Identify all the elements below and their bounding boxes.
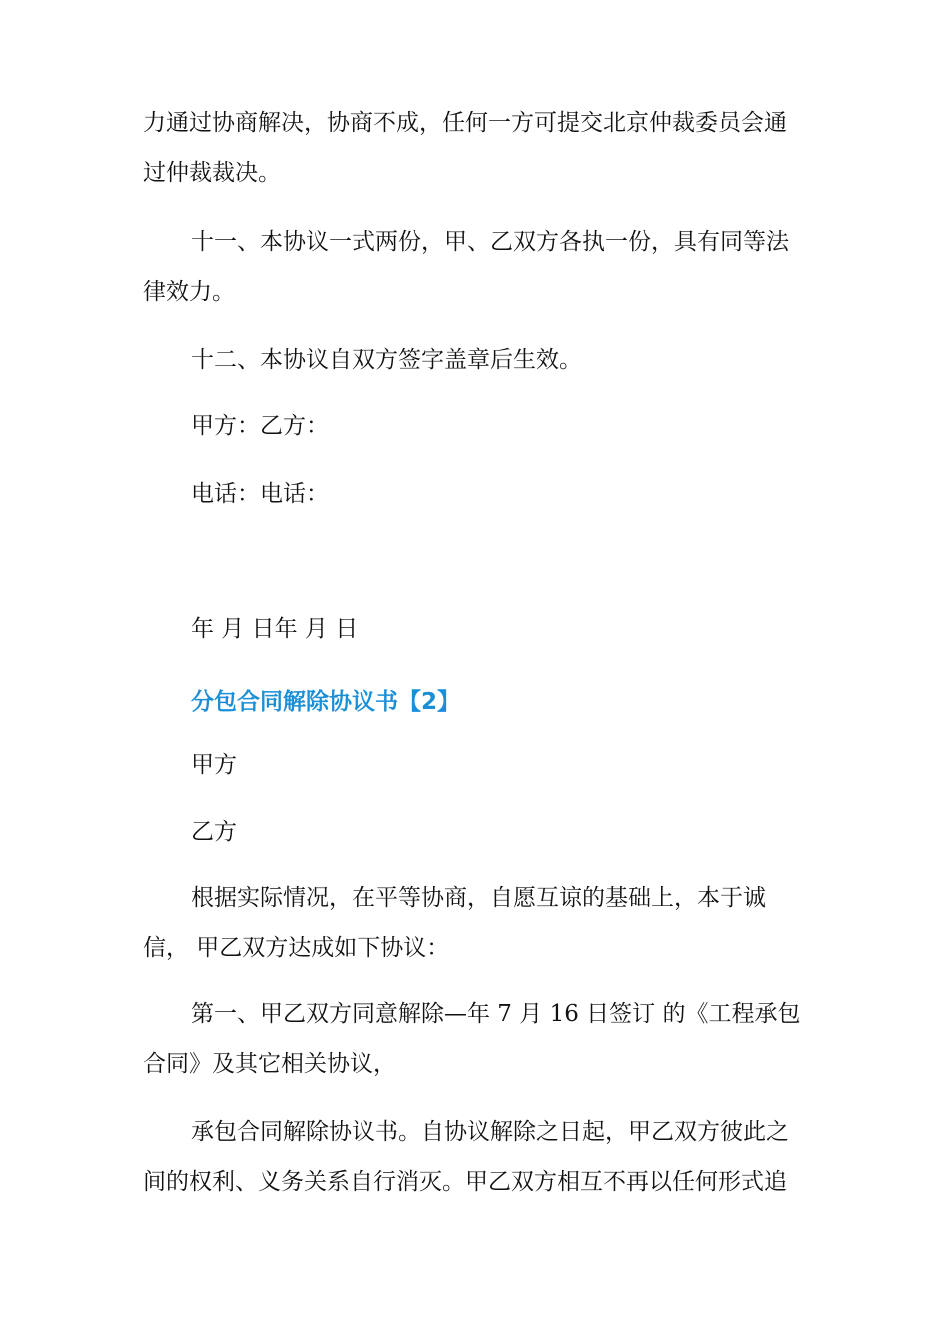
section-title: 分包合同解除协议书【2】 (191, 689, 461, 715)
paragraph-line: 承包合同解除协议书。自协议解除之日起，甲乙双方彼此之 (191, 1119, 789, 1145)
party-a-label: 甲方 (191, 752, 237, 778)
clause-twelve-line: 十二、本协议自双方签字盖章后生效。 (191, 347, 582, 373)
paragraph-line: 合同》及其它相关协议， (143, 1051, 396, 1077)
paragraph-line: 信， 甲乙双方达成如下协议： (143, 935, 450, 961)
clause-eleven-line: 十一、本协议一式两份，甲、乙双方各执一份，具有同等法 (191, 229, 789, 255)
paragraph-line: 第一、甲乙双方同意解除—年 7 月 16 日签订 的《工程承包 (191, 1001, 801, 1027)
party-signature-line: 甲方：乙方： (191, 413, 329, 439)
paragraph-line: 根据实际情况，在平等协商，自愿互谅的基础上，本于诚 (191, 885, 766, 911)
phone-line: 电话：电话： (191, 481, 329, 507)
clause-eleven-line: 律效力。 (143, 279, 235, 305)
paragraph-line: 力通过协商解决，协商不成，任何一方可提交北京仲裁委员会通 (143, 110, 787, 136)
paragraph-line: 间的权利、义务关系自行消灭。甲乙双方相互不再以任何形式追 (143, 1169, 787, 1195)
date-line: 年 月 日年 月 日 (191, 616, 359, 642)
paragraph-line: 过仲裁裁决。 (143, 160, 281, 186)
party-b-label: 乙方 (191, 819, 237, 845)
